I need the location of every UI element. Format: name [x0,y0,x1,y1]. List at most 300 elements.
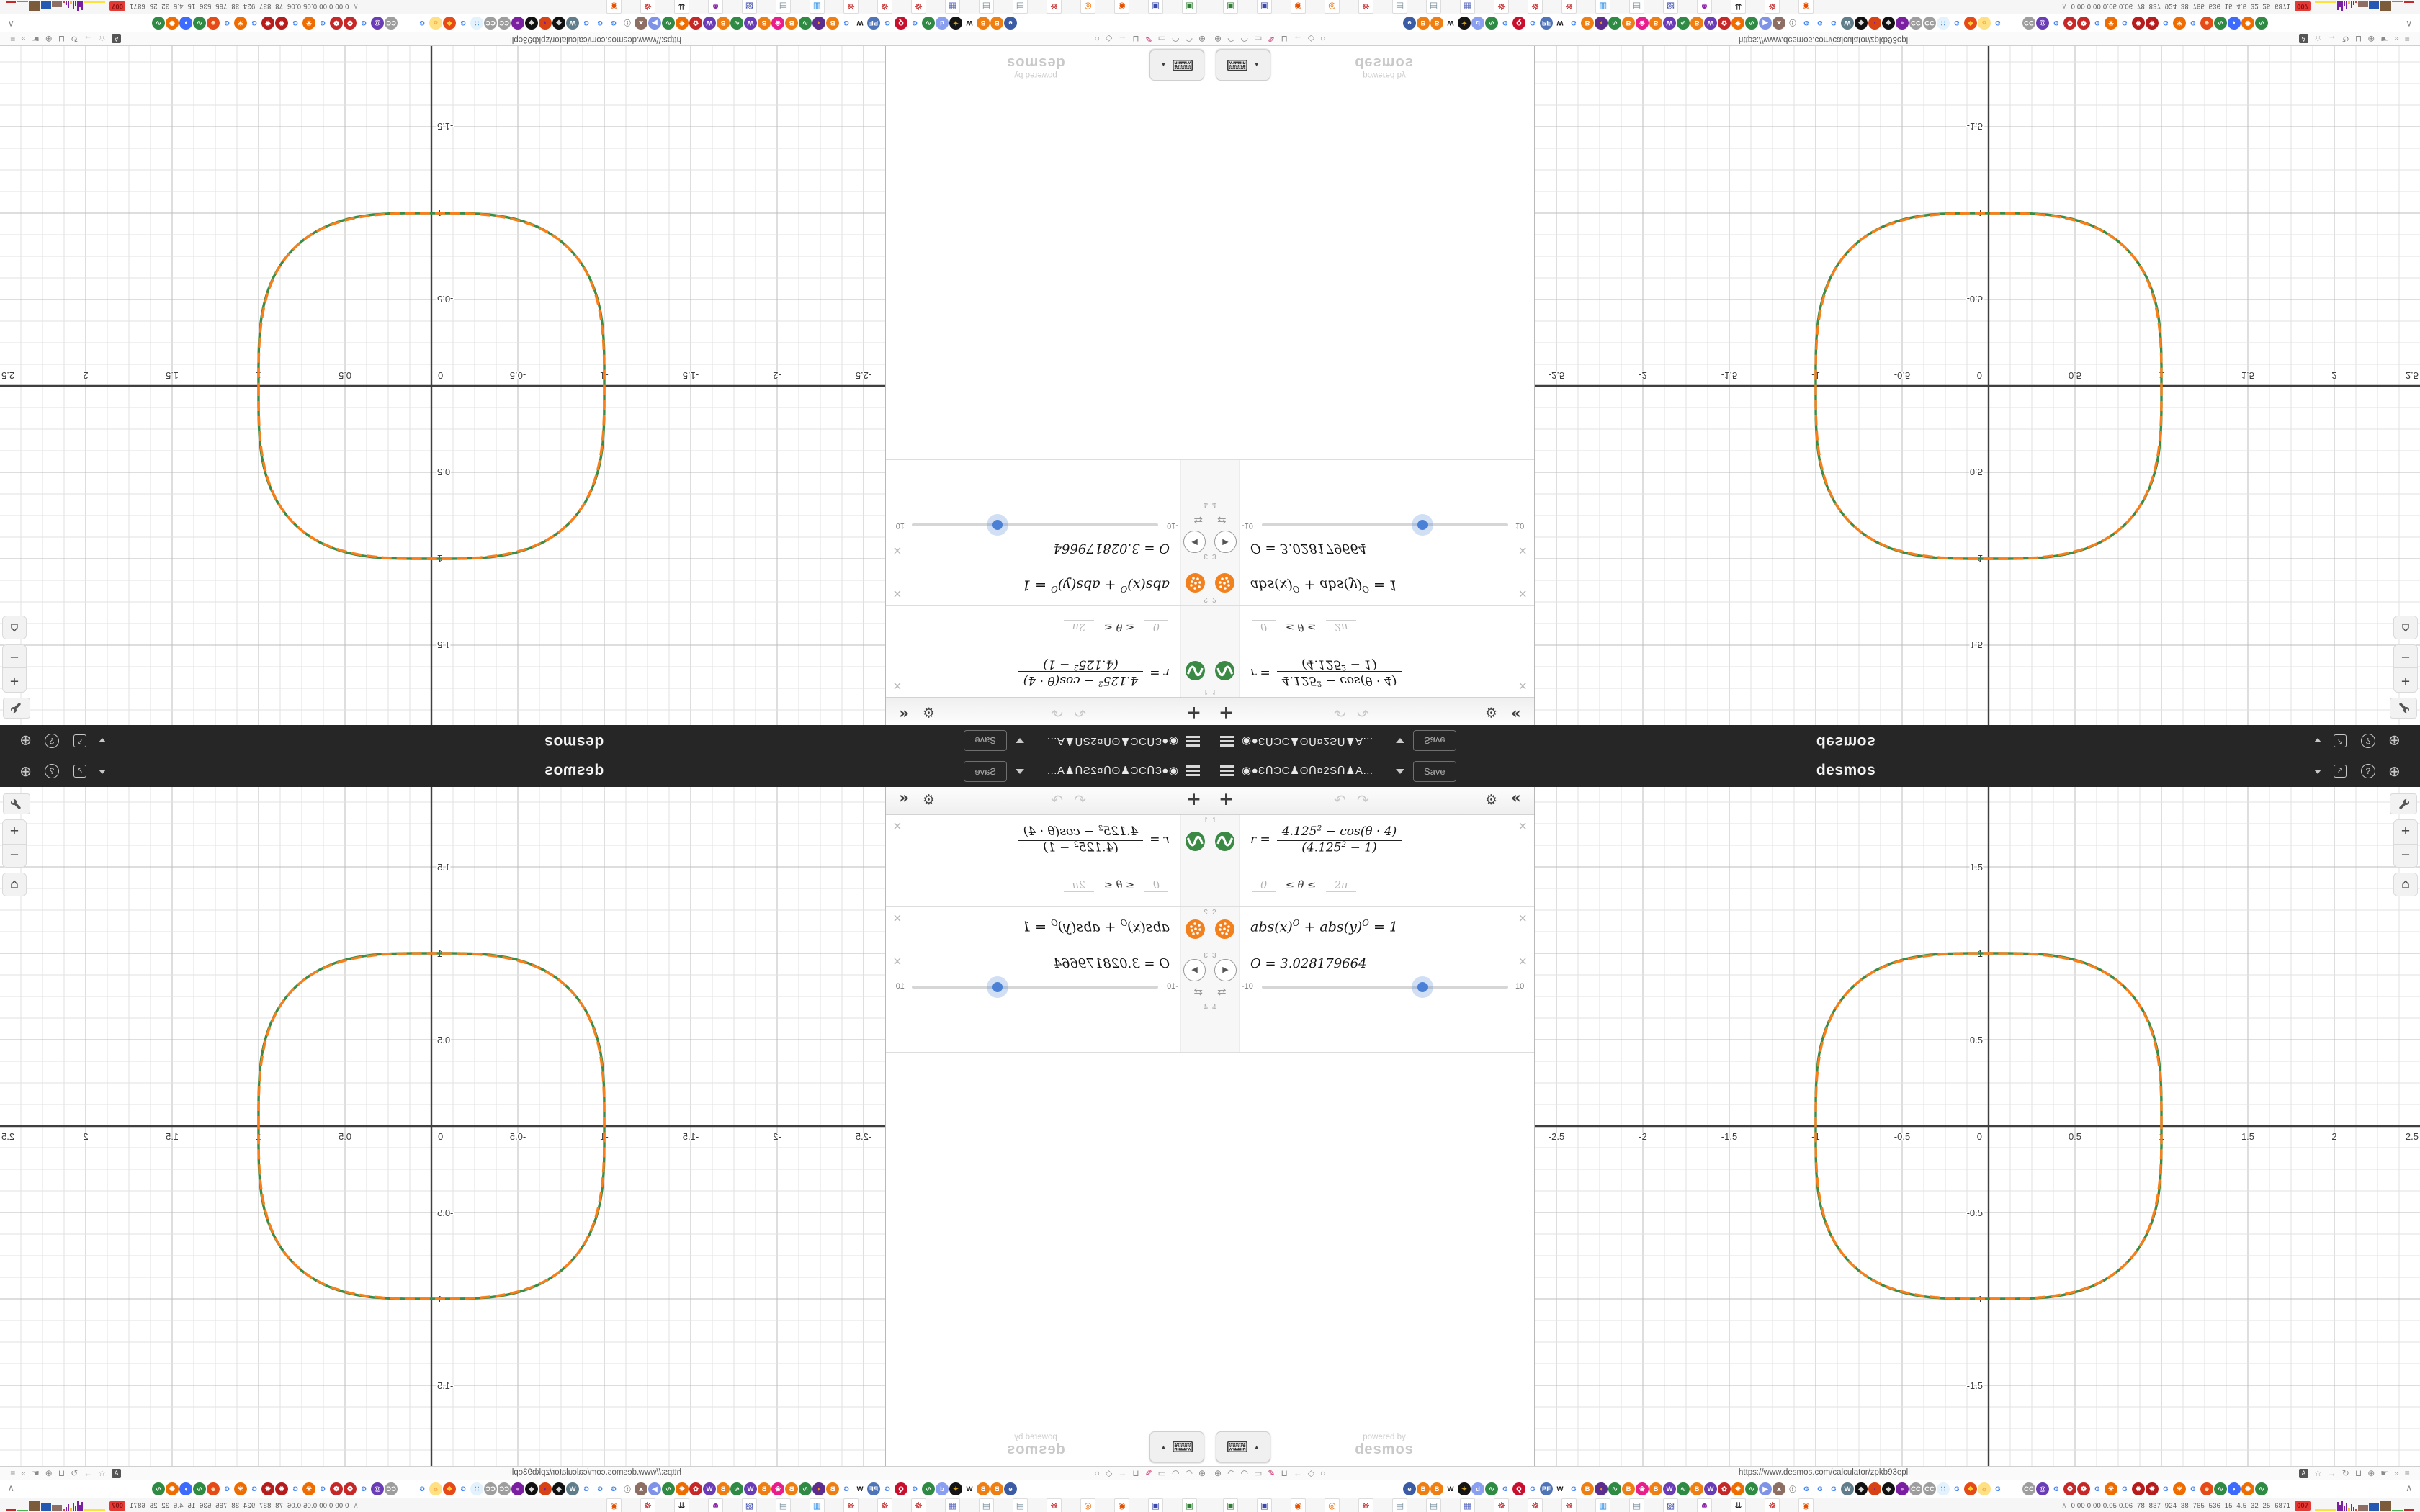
translate-icon[interactable]: A [112,35,121,44]
bookmark-favicon[interactable]: ☼ [429,1482,442,1495]
pencil-icon[interactable]: ✎ [1144,1468,1152,1478]
bookmark-favicon[interactable]: ☀ [234,17,247,30]
expression-row-4-empty[interactable] [886,1002,1210,1053]
domain-lo-field[interactable]: 0 [1252,880,1276,892]
launcher-icon[interactable]: ▦ [945,1498,960,1512]
header-caret-icon[interactable] [99,770,106,774]
bookmark-favicon[interactable]: ✹ [2146,1482,2159,1495]
bookmark-favicon[interactable]: B [990,17,1003,30]
header-caret-icon[interactable] [2314,738,2321,742]
bookmark-favicon[interactable]: B [977,17,990,30]
bookmark-favicon[interactable]: ❖ [443,1482,456,1495]
launcher-icon[interactable]: ▣ [1223,0,1238,14]
bookmark-favicon[interactable]: ☀ [302,1482,315,1495]
row-gutter[interactable] [1210,460,1240,510]
bookmark-favicon[interactable]: W [1663,17,1676,30]
slider-max-label[interactable]: 10 [1515,982,1525,991]
row-gutter[interactable] [1210,950,1240,1002]
slider-play-button[interactable]: ▶ [1214,531,1237,553]
launcher-icon[interactable]: ⇊ [1731,0,1746,14]
bookmark-favicon[interactable]: B [1622,1482,1635,1495]
bookmark-favicon[interactable]: ◗ [2228,17,2241,30]
back-arc-icon[interactable]: ◠ [1227,1468,1235,1478]
bookmark-favicon[interactable]: ◆ [1855,17,1868,30]
bookmark-favicon[interactable]: d [936,17,949,30]
bookmark-favicon[interactable]: ◆ [525,17,538,30]
theta-domain-restriction[interactable] [1064,880,1168,891]
launcher-icon[interactable]: ⇊ [674,0,689,14]
polar-curve-color-icon[interactable] [1186,832,1205,851]
bookmark-favicon[interactable]: ✺ [166,17,179,30]
delete-expression-icon[interactable]: × [893,819,902,834]
expression-row-2[interactable] [1210,907,1534,950]
bookmark-favicon[interactable]: G [593,1482,606,1495]
bookmark-favicon[interactable]: ❁ [330,17,343,30]
menu-hamburger-icon[interactable] [1186,744,1200,747]
bookmark-favicon[interactable]: ∿ [152,17,165,30]
slider-track[interactable] [912,523,1158,526]
delete-expression-icon[interactable]: × [893,911,902,927]
launcher-icon[interactable]: ◉ [606,0,622,14]
bookmark-favicon[interactable]: e [1004,17,1017,30]
bookmark-favicon[interactable]: ❀ [1636,17,1649,30]
bookmark-favicon[interactable]: ∿ [1677,17,1690,30]
bookmark-favicon[interactable]: W [1554,1482,1567,1495]
bookmark-favicon[interactable]: W [744,17,757,30]
row-gutter[interactable] [1210,907,1240,950]
bookmark-favicon[interactable]: B [785,1482,798,1495]
implicit-expression[interactable]: $abs(x)^O + abs(y)^O = 1$ [1022,577,1170,594]
folder-icon[interactable]: ▭ [1254,1468,1263,1478]
polar-expression[interactable] [1250,657,1402,688]
bookmark-favicon[interactable]: G [457,1482,470,1495]
bookmark-favicon[interactable]: B [826,1482,839,1495]
url-text[interactable]: https://www.desmos.com/calculator/zpkb93epli [1739,35,1910,44]
bookmark-favicon[interactable]: e [1403,1482,1416,1495]
launcher-icon[interactable]: ▤ [1629,0,1644,14]
row-gutter[interactable] [1210,562,1240,605]
bookmark-favicon[interactable]: G [840,17,853,30]
row-gutter[interactable] [1180,606,1210,697]
bookmark-favicon[interactable]: ☼ [1978,1482,1991,1495]
domain-lo-field[interactable]: 0 [1144,620,1168,632]
bookmark-favicon[interactable]: G [289,17,302,30]
slider-value-expression[interactable]: O = 3.028179664 [1250,541,1367,556]
bookmark-favicon[interactable]: ∿ [193,1482,206,1495]
bookmark-favicon[interactable]: G [2118,1482,2131,1495]
bookmark-favicon[interactable]: ✿ [689,1482,702,1495]
folder-icon[interactable]: ▭ [1157,34,1166,44]
delete-expression-icon[interactable]: × [1518,542,1527,558]
share-icon[interactable]: ↗ [73,765,86,778]
slider-handle[interactable] [1417,520,1428,530]
launcher-icon[interactable]: ☻ [708,1498,723,1512]
bookmark-favicon[interactable]: G [2159,1482,2172,1495]
bookmark-favicon[interactable]: ☀ [2173,1482,2186,1495]
bookmark-favicon[interactable]: ᴥ [1773,1482,1785,1495]
add-expression-button[interactable]: + [1186,703,1201,724]
trash-icon[interactable]: ⊔ [2354,1468,2362,1478]
trash-icon[interactable]: ⊔ [1132,34,1139,44]
launcher-icon[interactable]: ☸ [1358,0,1373,14]
bookmark-favicon[interactable]: W [1841,17,1854,30]
launcher-icon[interactable]: ☸ [1494,1498,1509,1512]
forward-arrow-icon[interactable]: → [2327,34,2336,44]
bookmark-favicon[interactable]: ∿ [799,1482,812,1495]
bookmark-favicon[interactable]: G [1567,1482,1580,1495]
bookmark-favicon[interactable]: e [1403,17,1416,30]
bookmark-favicon[interactable]: W [1704,17,1717,30]
redo-icon[interactable]: ↷ [1051,791,1063,809]
bookmark-favicon[interactable]: G [908,17,921,30]
graph-paper[interactable] [1535,46,2420,725]
chevrons-icon[interactable]: » [21,34,26,44]
bookmark-favicon[interactable]: G [881,17,894,30]
bookmark-favicon[interactable]: ❀ [771,17,784,30]
bookmark-favicon[interactable]: PF [1540,1482,1553,1495]
launcher-icon[interactable]: ▤ [1013,0,1028,14]
bookmark-favicon[interactable]: G [248,17,261,30]
bookmark-favicon[interactable]: B [1581,1482,1594,1495]
slider-max-label[interactable]: 10 [895,521,905,530]
forward-arc-icon[interactable]: ◠ [1171,34,1180,44]
bookmark-favicon[interactable]: G [593,17,606,30]
slider-loop-icon[interactable]: ⇄ [1193,986,1203,998]
launcher-icon[interactable]: ◉ [1114,1498,1129,1512]
bookmark-favicon[interactable]: ∷ [470,17,483,30]
domain-lo-field[interactable]: 0 [1144,880,1168,892]
bookmark-favicon[interactable]: G [457,17,470,30]
bookmark-favicon[interactable]: ∿ [662,1482,675,1495]
launcher-icon[interactable]: ▣ [1223,1498,1238,1512]
launcher-icon[interactable]: ◉ [1114,0,1129,14]
expression-row-3[interactable] [1210,510,1534,562]
bookmark-favicon[interactable]: ❖ [1964,1482,1977,1495]
undo-icon[interactable]: ↶ [1074,791,1086,809]
back-arrow-icon[interactable]: ← [1293,1468,1302,1478]
polar-expression[interactable] [1018,824,1170,855]
bookmark-favicon[interactable]: ∿ [2214,17,2227,30]
expression-row-1[interactable] [1210,815,1534,907]
row-gutter[interactable] [1180,950,1210,1002]
default-zoom-home-button[interactable]: ⌂ [2,616,27,639]
launcher-icon[interactable]: ◉ [606,1498,622,1512]
redo-icon[interactable]: ↷ [1051,703,1063,721]
zoom-out-button[interactable]: − [9,649,19,665]
back-arrow-icon[interactable]: ← [1118,34,1127,44]
widget-chevron-icon[interactable]: ∧ [2061,1501,2067,1510]
menu-icon[interactable]: ≡ [2404,1468,2410,1478]
slider-value-expression[interactable]: O = 3.028179664 [1250,956,1367,971]
bookmark-favicon[interactable]: B [758,1482,771,1495]
forward-arrow-icon[interactable]: → [84,34,93,44]
default-zoom-home-button[interactable]: ⌂ [2393,616,2418,639]
bookmark-favicon[interactable]: CC [484,17,497,30]
graph-settings-wrench-button[interactable] [3,793,30,814]
delete-expression-icon[interactable]: × [893,954,902,970]
bookmark-favicon[interactable]: ✿ [1718,1482,1731,1495]
bookmark-favicon[interactable]: CC [498,17,511,30]
expression-row-2[interactable] [886,562,1210,605]
slider-track[interactable] [912,986,1158,989]
launcher-icon[interactable]: ▨ [1663,1498,1678,1512]
zoom-out-button[interactable]: − [2401,649,2411,665]
undo-icon[interactable]: ↶ [1334,703,1346,721]
save-button[interactable]: Save [964,761,1007,782]
keyboard-toggle-button[interactable] [1216,1431,1270,1462]
shield-icon[interactable]: ◇ [1105,34,1113,44]
hand-icon[interactable]: ☛ [2380,1468,2389,1478]
domain-lo-field[interactable]: 0 [1252,620,1276,632]
polar-curve-color-icon[interactable] [1215,661,1234,680]
bookmark-star-icon[interactable]: ☆ [2314,1468,2322,1478]
bookmark-favicon[interactable]: CC [385,1482,398,1495]
bookmark-favicon[interactable]: G [607,1482,620,1495]
menu-icon[interactable]: ≡ [10,1468,16,1478]
delete-expression-icon[interactable]: × [893,585,902,601]
bookmark-favicon[interactable]: ▶ [1759,17,1772,30]
bookmark-favicon[interactable]: B [1581,17,1594,30]
launcher-icon[interactable]: ▤ [776,0,791,14]
slider-loop-icon[interactable]: ⇄ [1217,514,1227,526]
expression-row-3[interactable] [886,510,1210,562]
bookmark-favicon[interactable]: ◖ [1868,1482,1881,1495]
launcher-icon[interactable]: ▥ [810,0,825,14]
bookmark-favicon[interactable]: ❀ [1636,1482,1649,1495]
bookmark-favicon[interactable]: ✦ [949,17,962,30]
bookmark-favicon[interactable]: ◖ [539,1482,552,1495]
bookmark-favicon[interactable]: ◗ [2228,1482,2241,1495]
trash-icon[interactable]: ⊔ [1132,1468,1139,1478]
redo-icon[interactable]: ↷ [1357,703,1369,721]
menu-icon[interactable]: ≡ [10,34,16,44]
slider-value-expression[interactable]: O = 3.028179664 [1053,541,1170,556]
bookmark-favicon[interactable]: G [220,1482,233,1495]
chevrons-icon[interactable]: » [21,1468,26,1478]
graph-paper[interactable] [1535,787,2420,1466]
launcher-icon[interactable]: ▣ [1148,1498,1163,1512]
launcher-icon[interactable]: ▨ [1663,0,1678,14]
delete-expression-icon[interactable]: × [1518,585,1527,601]
bookmark-favicon[interactable]: B [1430,17,1443,30]
bookmark-favicon[interactable]: CC [385,17,398,30]
expression-row-3[interactable] [1210,950,1534,1002]
theta-domain-restriction[interactable] [1252,621,1356,632]
bookmark-favicon[interactable]: e [1004,1482,1017,1495]
menu-icon[interactable]: ≡ [2404,34,2410,44]
bookmark-favicon[interactable]: G [1526,17,1539,30]
launcher-icon[interactable]: ☸ [843,1498,859,1512]
slider-play-button[interactable]: ▶ [1183,959,1206,981]
implicit-curve-color-icon[interactable] [1186,573,1205,593]
launcher-icon[interactable]: ▣ [1257,1498,1272,1512]
bookmark-favicon[interactable]: B [717,17,730,30]
implicit-curve-color-icon[interactable] [1215,573,1234,593]
slider-min-label[interactable]: -10 [1242,521,1253,530]
domain-hi-field[interactable]: 2π [1064,880,1095,892]
launcher-icon[interactable]: ▥ [1595,0,1610,14]
domain-hi-field[interactable]: 2π [1326,880,1357,892]
bookmark-favicon[interactable]: ❀ [771,1482,784,1495]
launcher-icon[interactable]: ☸ [877,0,892,14]
implicit-expression[interactable]: $abs(x)^O + abs(y)^O = 1$ [1022,918,1170,935]
redo-icon[interactable]: ↷ [1357,791,1369,809]
bookmark-favicon[interactable]: ∿ [152,1482,165,1495]
launcher-icon[interactable]: ▣ [1182,1498,1197,1512]
bookmark-favicon[interactable]: ∿ [799,17,812,30]
bookmark-favicon[interactable]: ☼ [429,17,442,30]
reload-icon[interactable]: ↻ [71,1468,79,1478]
add-expression-button[interactable]: + [1186,788,1201,809]
launcher-icon[interactable]: ▤ [1426,0,1441,14]
row-gutter[interactable] [1210,815,1240,906]
row-gutter[interactable] [1180,815,1210,906]
bookmark-favicon[interactable]: ∿ [1485,1482,1498,1495]
expression-row-4-empty[interactable] [1210,1002,1534,1053]
bookmark-favicon[interactable]: ☼ [1978,17,1991,30]
launcher-icon[interactable]: ⇊ [674,1498,689,1512]
bookmark-favicon[interactable]: ᴥ [635,1482,647,1495]
bookmark-favicon[interactable]: G [1827,1482,1840,1495]
bookmark-favicon[interactable]: ∿ [2255,17,2268,30]
bookmark-favicon[interactable]: PF [1540,17,1553,30]
bookmark-favicon[interactable]: G [840,1482,853,1495]
translate-icon[interactable]: A [2299,35,2308,44]
folder-icon[interactable]: ▭ [1254,34,1263,44]
bookmark-favicon[interactable]: G [316,1482,329,1495]
bookmark-favicon[interactable]: ⓘ [621,17,634,30]
bookmark-favicon[interactable]: ∿ [1608,17,1621,30]
bookmark-favicon[interactable]: B [1690,17,1703,30]
bookmark-favicon[interactable]: ∿ [1485,17,1498,30]
bookmark-favicon[interactable]: ✹ [2146,17,2159,30]
bookmark-favicon[interactable]: ◆ [525,1482,538,1495]
bookmark-favicon[interactable]: W [566,17,579,30]
launcher-icon[interactable]: ▣ [1148,0,1163,14]
delete-expression-icon[interactable]: × [1518,678,1527,693]
bookmark-favicon[interactable]: ◗ [179,1482,192,1495]
bookmark-favicon[interactable]: G [2159,17,2172,30]
bookmark-favicon[interactable]: G [2050,1482,2063,1495]
expression-row-4-empty[interactable] [1210,459,1534,510]
bookmark-favicon[interactable]: G [1499,17,1512,30]
bookmark-favicon[interactable]: W [853,1482,866,1495]
row-gutter[interactable] [1180,907,1210,950]
slider-max-label[interactable]: 10 [1515,521,1525,530]
launcher-icon[interactable]: ☸ [640,1498,655,1512]
launcher-icon[interactable]: ◉ [1798,0,1814,14]
launcher-icon[interactable]: ▣ [1182,0,1197,14]
launcher-icon[interactable]: ☸ [1765,1498,1780,1512]
help-icon[interactable]: ? [45,734,59,748]
bookmark-favicon[interactable]: G [908,1482,921,1495]
trash-icon[interactable]: ⊔ [1281,34,1288,44]
bookmark-favicon[interactable]: CC [1909,1482,1922,1495]
bookmark-star-icon[interactable]: ☆ [98,34,106,44]
bookmark-star-icon[interactable]: ☆ [2314,34,2322,44]
bookmark-favicon[interactable]: ❁ [330,1482,343,1495]
bookmark-favicon[interactable]: G [2050,17,2063,30]
bookmark-favicon[interactable]: CC [498,1482,511,1495]
bookmark-favicon[interactable]: CC [2022,17,2035,30]
chevrons-icon[interactable]: » [2394,1468,2399,1478]
launcher-icon[interactable]: ⇊ [1731,1498,1746,1512]
language-globe-icon[interactable]: ⊕ [19,732,32,748]
forward-arc-icon[interactable]: ◠ [1240,1468,1249,1478]
bookmark-favicon[interactable]: B [785,17,798,30]
theta-domain-restriction[interactable] [1064,621,1168,632]
shield-icon[interactable]: ◇ [1105,1468,1113,1478]
default-zoom-home-button[interactable]: ⌂ [2,873,27,896]
bookmark-favicon[interactable]: G [316,17,329,30]
bookmark-favicon[interactable]: ∿ [662,17,675,30]
slider-max-label[interactable]: 10 [895,982,905,991]
polar-expression[interactable] [1250,824,1402,855]
graph-paper[interactable] [0,46,885,725]
launcher-icon[interactable]: ▤ [1629,1498,1644,1512]
slider-min-label[interactable]: -10 [1242,982,1253,991]
slider-min-label[interactable]: -10 [1167,521,1178,530]
hand-icon[interactable]: ☛ [2380,34,2389,44]
bookmark-favicon[interactable]: B [717,1482,730,1495]
bookmark-favicon[interactable]: G [1800,17,1813,30]
bookmark-favicon[interactable]: d [1471,17,1484,30]
row-gutter[interactable] [1180,1002,1210,1052]
bookmark-favicon[interactable]: G [1991,17,2004,30]
bookmark-favicon[interactable]: ◆ [1882,1482,1895,1495]
bookmark-favicon[interactable]: ◖ [812,17,825,30]
pencil-icon[interactable]: ✎ [1144,34,1152,44]
bookmark-favicon[interactable]: Q [1512,17,1525,30]
launcher-icon[interactable]: ◎ [1325,0,1340,14]
launcher-icon[interactable]: ☻ [708,0,723,14]
bookmark-favicon[interactable]: ✹ [2132,1482,2145,1495]
zoom-in-button[interactable]: + [3,667,26,692]
url-text[interactable]: https://www.desmos.com/calculator/zpkb93epli [510,35,681,44]
translate-icon[interactable]: A [112,1469,121,1478]
launcher-icon[interactable]: ☸ [911,0,926,14]
bookmark-favicon[interactable]: ∿ [193,17,206,30]
forward-arc-icon[interactable]: ◠ [1171,1468,1180,1478]
bookmark-favicon[interactable]: ∿ [1745,1482,1758,1495]
bookmark-favicon[interactable]: ☀ [2173,17,2186,30]
globe-icon[interactable]: ⊕ [1198,34,1206,44]
bookmark-favicon[interactable]: ✺ [166,1482,179,1495]
launcher-icon[interactable]: ☸ [1561,1498,1577,1512]
launcher-icon[interactable]: ▤ [979,1498,994,1512]
bookmark-favicon[interactable]: B [1417,1482,1430,1495]
launcher-icon[interactable]: ▤ [1392,1498,1407,1512]
bookmark-favicon[interactable]: ❁ [2077,1482,2090,1495]
undo-icon[interactable]: ↶ [1334,791,1346,809]
bookmark-favicon[interactable]: W [566,1482,579,1495]
bookmark-favicon[interactable]: PF [867,17,880,30]
bookmark-favicon[interactable]: B [990,1482,1003,1495]
graph-title[interactable]: ◉●ƐՈƆC♟ΘՈ¤2SՈ♟A... [1047,765,1178,777]
bookmark-favicon[interactable]: ✹ [275,1482,288,1495]
launcher-icon[interactable]: ▥ [810,1498,825,1512]
launcher-icon[interactable]: ◎ [1325,1498,1340,1512]
header-caret-icon[interactable] [99,738,106,742]
forward-arrow-icon[interactable]: → [84,1468,93,1478]
domain-hi-field[interactable]: 2π [1326,620,1357,632]
bookmark-favicon[interactable]: ◆ [552,17,565,30]
title-dropdown-caret-icon[interactable] [1396,769,1404,774]
bookmark-favicon[interactable]: ❁ [2063,1482,2076,1495]
hand-icon[interactable]: ☛ [31,34,40,44]
expression-row-2[interactable] [886,907,1210,950]
bookmark-favicon[interactable]: B [977,1482,990,1495]
